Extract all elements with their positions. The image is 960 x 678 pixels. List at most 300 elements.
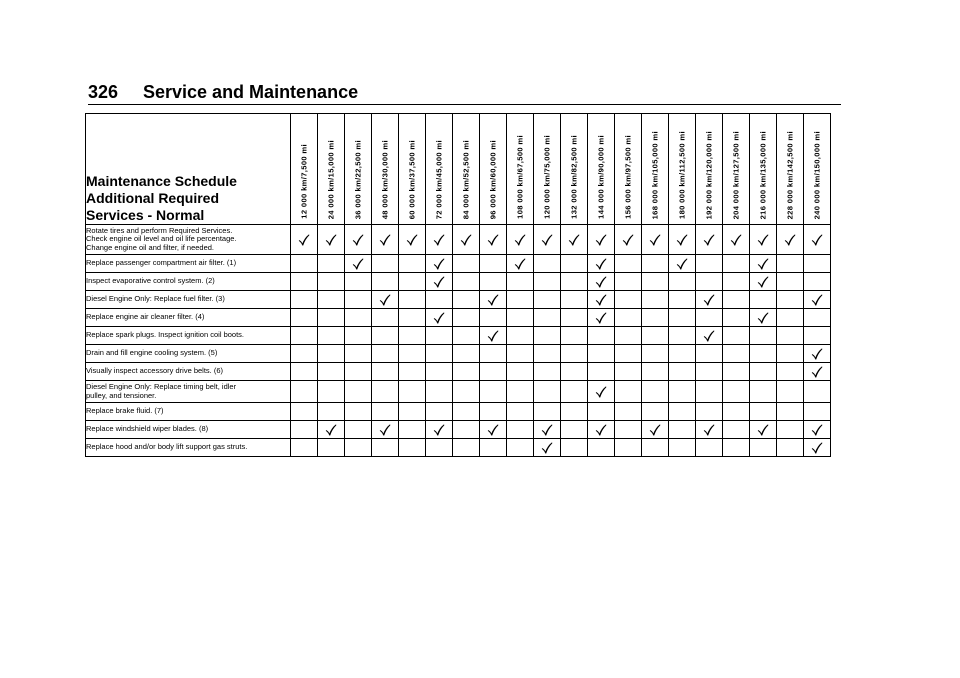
schedule-cell: [750, 291, 777, 309]
schedule-cell: [750, 363, 777, 381]
checkmark-icon: [676, 234, 688, 246]
schedule-cell: [291, 403, 318, 421]
schedule-cell: [453, 225, 480, 255]
schedule-cell: [804, 345, 831, 363]
schedule-cell: [804, 291, 831, 309]
schedule-cell: [750, 403, 777, 421]
schedule-cell: [588, 327, 615, 345]
schedule-cell: [561, 327, 588, 345]
schedule-cell: [642, 439, 669, 457]
interval-label: 240 000 km/150,000 mi: [812, 130, 822, 219]
schedule-cell: [723, 255, 750, 273]
interval-label: 108 000 km/67,500 mi: [515, 135, 525, 219]
checkmark-icon: [487, 424, 499, 436]
interval-header-row: [86, 114, 831, 225]
checkmark-icon: [757, 312, 769, 324]
page-title: Service and Maintenance: [143, 82, 359, 102]
schedule-cell: [615, 381, 642, 403]
interval-label: 132 000 km/82,500 mi: [569, 135, 579, 219]
schedule-cell: [696, 345, 723, 363]
schedule-cell: [750, 273, 777, 291]
schedule-cell: [669, 363, 696, 381]
header-rule: [88, 104, 841, 105]
schedule-cell: [615, 439, 642, 457]
table-row: [86, 291, 831, 309]
task-text-line: Inspect evaporative control system. (2): [86, 276, 215, 286]
schedule-cell: [399, 345, 426, 363]
checkmark-icon: [811, 234, 823, 246]
schedule-cell: [291, 309, 318, 327]
schedule-cell: [345, 273, 372, 291]
schedule-cell: [669, 255, 696, 273]
schedule-cell: [399, 291, 426, 309]
checkmark-icon: [811, 294, 823, 306]
checkmark-icon: [460, 234, 472, 246]
schedule-cell: [615, 327, 642, 345]
schedule-cell: [372, 403, 399, 421]
checkmark-icon: [487, 234, 499, 246]
schedule-cell: [372, 273, 399, 291]
schedule-cell: [372, 291, 399, 309]
schedule-cell: [426, 363, 453, 381]
schedule-cell: [750, 225, 777, 255]
schedule-cell: [642, 345, 669, 363]
table-row: [86, 309, 831, 327]
schedule-cell: [588, 273, 615, 291]
schedule-cell: [453, 439, 480, 457]
checkmark-icon: [703, 424, 715, 436]
interval-header: [723, 114, 750, 225]
schedule-cell: [399, 381, 426, 403]
schedule-cell: [372, 255, 399, 273]
schedule-cell: [372, 363, 399, 381]
schedule-cell: [804, 273, 831, 291]
schedule-cell: [561, 225, 588, 255]
schedule-cell: [480, 421, 507, 439]
schedule-rows: [86, 225, 831, 457]
schedule-cell: [723, 381, 750, 403]
schedule-cell: [723, 327, 750, 345]
schedule-cell: [777, 255, 804, 273]
task-text-line: Change engine oil and filter, if needed.: [86, 242, 215, 252]
schedule-cell: [534, 225, 561, 255]
schedule-cell: [534, 255, 561, 273]
checkmark-icon: [730, 234, 742, 246]
task-description: [86, 345, 291, 363]
schedule-cell: [723, 421, 750, 439]
schedule-cell: [399, 439, 426, 457]
schedule-cell: [696, 273, 723, 291]
schedule-cell: [615, 273, 642, 291]
schedule-cell: [723, 403, 750, 421]
schedule-cell: [723, 225, 750, 255]
schedule-cell: [426, 403, 453, 421]
schedule-cell: [345, 381, 372, 403]
page-header: [88, 82, 358, 104]
schedule-cell: [507, 403, 534, 421]
interval-header: [588, 114, 615, 225]
checkmark-icon: [595, 258, 607, 270]
task-text-line: Diesel Engine Only: Replace timing belt, idler: [86, 381, 237, 391]
schedule-cell: [345, 421, 372, 439]
schedule-cell: [696, 439, 723, 457]
page-number: 326: [88, 82, 119, 102]
schedule-cell: [750, 309, 777, 327]
interval-header: [318, 114, 345, 225]
schedule-cell: [723, 291, 750, 309]
schedule-cell: [507, 273, 534, 291]
schedule-cell: [372, 439, 399, 457]
schedule-cell: [480, 403, 507, 421]
schedule-cell: [318, 403, 345, 421]
checkmark-icon: [433, 234, 445, 246]
checkmark-icon: [811, 442, 823, 454]
schedule-cell: [372, 309, 399, 327]
schedule-cell: [291, 255, 318, 273]
schedule-cell: [426, 291, 453, 309]
interval-label: 24 000 km/15,000 mi: [326, 139, 336, 219]
schedule-cell: [480, 327, 507, 345]
schedule-cell: [399, 273, 426, 291]
schedule-cell: [588, 345, 615, 363]
checkmark-icon: [514, 258, 526, 270]
checkmark-icon: [379, 424, 391, 436]
table-row: [86, 421, 831, 439]
schedule-cell: [696, 381, 723, 403]
checkmark-icon: [595, 386, 607, 398]
schedule-cell: [669, 309, 696, 327]
schedule-cell: [318, 439, 345, 457]
interval-label: 84 000 km/52,500 mi: [461, 139, 471, 219]
schedule-cell: [642, 291, 669, 309]
schedule-cell: [561, 345, 588, 363]
schedule-cell: [480, 439, 507, 457]
task-description: [86, 309, 291, 327]
schedule-cell: [534, 363, 561, 381]
schedule-cell: [480, 225, 507, 255]
schedule-cell: [291, 327, 318, 345]
checkmark-icon: [433, 276, 445, 288]
schedule-cell: [777, 327, 804, 345]
schedule-cell: [615, 291, 642, 309]
schedule-cell: [534, 421, 561, 439]
schedule-cell: [642, 309, 669, 327]
schedule-cell: [615, 255, 642, 273]
checkmark-icon: [595, 276, 607, 288]
schedule-cell: [426, 225, 453, 255]
schedule-cell: [291, 225, 318, 255]
schedule-cell: [345, 225, 372, 255]
checkmark-icon: [811, 348, 823, 360]
schedule-cell: [507, 439, 534, 457]
schedule-cell: [696, 255, 723, 273]
schedule-cell: [480, 345, 507, 363]
schedule-cell: [615, 345, 642, 363]
checkmark-icon: [541, 424, 553, 436]
schedule-cell: [561, 439, 588, 457]
interval-header: [777, 114, 804, 225]
task-text-line: Check engine oil level and oil life percentage.: [86, 234, 237, 244]
checkmark-icon: [622, 234, 634, 246]
schedule-cell: [777, 421, 804, 439]
schedule-cell: [453, 309, 480, 327]
checkmark-icon: [433, 312, 445, 324]
checkmark-icon: [433, 424, 445, 436]
schedule-cell: [588, 439, 615, 457]
schedule-cell: [642, 421, 669, 439]
schedule-cell: [669, 345, 696, 363]
schedule-cell: [345, 403, 372, 421]
schedule-cell: [615, 309, 642, 327]
schedule-cell: [642, 255, 669, 273]
schedule-cell: [561, 403, 588, 421]
checkmark-icon: [568, 234, 580, 246]
schedule-cell: [345, 363, 372, 381]
checkmark-icon: [541, 234, 553, 246]
schedule-cell: [291, 345, 318, 363]
interval-header: [696, 114, 723, 225]
schedule-cell: [696, 421, 723, 439]
interval-label: 96 000 km/60,000 mi: [488, 139, 498, 219]
checkmark-icon: [379, 294, 391, 306]
schedule-cell: [318, 381, 345, 403]
table-row: [86, 403, 831, 421]
schedule-cell: [777, 345, 804, 363]
schedule-cell: [372, 381, 399, 403]
schedule-cell: [318, 309, 345, 327]
schedule-cell: [804, 421, 831, 439]
checkmark-icon: [784, 234, 796, 246]
schedule-cell: [345, 291, 372, 309]
schedule-cell: [426, 309, 453, 327]
schedule-cell: [588, 403, 615, 421]
schedule-cell: [453, 381, 480, 403]
interval-header: [507, 114, 534, 225]
schedule-cell: [723, 309, 750, 327]
table-row: [86, 345, 831, 363]
schedule-cell: [615, 403, 642, 421]
task-text-line: Replace hood and/or body lift support gas struts.: [86, 442, 248, 452]
interval-header: [750, 114, 777, 225]
schedule-cell: [534, 291, 561, 309]
schedule-cell: [480, 255, 507, 273]
schedule-cell: [723, 439, 750, 457]
schedule-cell: [534, 439, 561, 457]
checkmark-icon: [757, 424, 769, 436]
checkmark-icon: [325, 234, 337, 246]
schedule-cell: [372, 225, 399, 255]
schedule-cell: [669, 381, 696, 403]
schedule-cell: [669, 225, 696, 255]
schedule-cell: [588, 363, 615, 381]
schedule-cell: [642, 327, 669, 345]
schedule-cell: [588, 225, 615, 255]
interval-label: 192 000 km/120,000 mi: [704, 130, 714, 219]
schedule-cell: [804, 309, 831, 327]
schedule-cell: [291, 439, 318, 457]
schedule-cell: [615, 363, 642, 381]
table-row: [86, 255, 831, 273]
task-text-line: Diesel Engine Only: Replace fuel filter. (3): [86, 294, 225, 304]
task-description: [86, 421, 291, 439]
schedule-cell: [804, 327, 831, 345]
checkmark-icon: [757, 258, 769, 270]
schedule-cell: [426, 345, 453, 363]
interval-label: 168 000 km/105,000 mi: [650, 130, 660, 219]
task-text-line: Visually inspect accessory drive belts. (6): [86, 366, 223, 376]
checkmark-icon: [487, 294, 499, 306]
schedule-cell: [534, 381, 561, 403]
task-text-line: Drain and fill engine cooling system. (5): [86, 348, 218, 358]
schedule-cell: [723, 363, 750, 381]
schedule-cell: [291, 363, 318, 381]
checkmark-icon: [649, 234, 661, 246]
checkmark-icon: [541, 442, 553, 454]
schedule-cell: [453, 273, 480, 291]
table-row: [86, 363, 831, 381]
interval-label: 120 000 km/75,000 mi: [542, 135, 552, 219]
schedule-cell: [642, 363, 669, 381]
checkmark-icon: [757, 276, 769, 288]
schedule-cell: [453, 403, 480, 421]
schedule-cell: [318, 291, 345, 309]
schedule-cell: [750, 421, 777, 439]
checkmark-icon: [757, 234, 769, 246]
schedule-cell: [588, 255, 615, 273]
task-description: [86, 439, 291, 457]
interval-header: [804, 114, 831, 225]
task-description: [86, 403, 291, 421]
task-text-line: Replace engine air cleaner filter. (4): [86, 312, 205, 322]
schedule-cell: [426, 255, 453, 273]
schedule-cell: [696, 327, 723, 345]
interval-header: [372, 114, 399, 225]
interval-label: 180 000 km/112,500 mi: [677, 131, 687, 219]
schedule-cell: [453, 421, 480, 439]
checkmark-icon: [298, 234, 310, 246]
schedule-cell: [372, 327, 399, 345]
schedule-cell: [669, 291, 696, 309]
schedule-cell: [372, 421, 399, 439]
checkmark-icon: [595, 234, 607, 246]
schedule-cell: [507, 421, 534, 439]
schedule-cell: [318, 363, 345, 381]
schedule-cell: [399, 403, 426, 421]
task-description: [86, 363, 291, 381]
schedule-cell: [318, 273, 345, 291]
checkmark-icon: [433, 258, 445, 270]
schedule-cell: [291, 421, 318, 439]
checkmark-icon: [352, 234, 364, 246]
schedule-cell: [561, 381, 588, 403]
schedule-cell: [507, 345, 534, 363]
schedule-cell: [588, 309, 615, 327]
schedule-cell: [777, 273, 804, 291]
schedule-cell: [723, 273, 750, 291]
schedule-cell: [804, 439, 831, 457]
schedule-cell: [507, 291, 534, 309]
schedule-cell: [669, 421, 696, 439]
schedule-cell: [507, 225, 534, 255]
interval-header: [291, 114, 318, 225]
task-description: [86, 327, 291, 345]
schedule-cell: [588, 291, 615, 309]
interval-header: [561, 114, 588, 225]
schedule-cell: [804, 363, 831, 381]
table-row: [86, 327, 831, 345]
schedule-cell: [804, 255, 831, 273]
schedule-cell: [480, 291, 507, 309]
interval-label: 228 000 km/142,500 mi: [785, 130, 795, 219]
schedule-cell: [642, 225, 669, 255]
table-row: [86, 273, 831, 291]
checkmark-icon: [595, 424, 607, 436]
table-row: [86, 225, 831, 255]
schedule-cell: [777, 439, 804, 457]
schedule-cell: [561, 421, 588, 439]
checkmark-icon: [703, 294, 715, 306]
checkmark-icon: [811, 424, 823, 436]
interval-header: [453, 114, 480, 225]
checkmark-icon: [595, 294, 607, 306]
schedule-cell: [804, 403, 831, 421]
table-row: [86, 439, 831, 457]
schedule-cell: [399, 309, 426, 327]
schedule-cell: [804, 225, 831, 255]
schedule-cell: [507, 327, 534, 345]
schedule-cell: [669, 327, 696, 345]
schedule-cell: [561, 291, 588, 309]
interval-label: 60 000 km/37,500 mi: [407, 139, 417, 219]
table-row: [86, 381, 831, 403]
schedule-cell: [723, 345, 750, 363]
checkmark-icon: [811, 366, 823, 378]
schedule-cell: [669, 273, 696, 291]
schedule-cell: [750, 255, 777, 273]
task-text-line: Replace spark plugs. Inspect ignition coil boots.: [86, 330, 245, 340]
schedule-cell: [291, 291, 318, 309]
interval-label: 156 000 km/97,500 mi: [623, 135, 633, 219]
schedule-cell: [777, 363, 804, 381]
task-description: [86, 255, 291, 273]
schedule-cell: [534, 345, 561, 363]
schedule-cell: [399, 225, 426, 255]
schedule-cell: [318, 225, 345, 255]
interval-label: 144 000 km/90,000 mi: [596, 135, 606, 219]
task-text-line: Replace passenger compartment air filter. (1): [86, 258, 237, 268]
schedule-cell: [588, 421, 615, 439]
table-heading-line: Maintenance Schedule: [86, 173, 237, 189]
task-text-line: Replace brake fluid. (7): [86, 406, 164, 416]
checkmark-icon: [514, 234, 526, 246]
schedule-cell: [777, 403, 804, 421]
task-description: [86, 381, 291, 403]
schedule-cell: [345, 345, 372, 363]
schedule-cell: [318, 421, 345, 439]
schedule-cell: [345, 255, 372, 273]
interval-label: 48 000 km/30,000 mi: [380, 139, 390, 219]
schedule-cell: [318, 327, 345, 345]
schedule-cell: [777, 309, 804, 327]
schedule-cell: [318, 345, 345, 363]
schedule-cell: [291, 273, 318, 291]
task-text-line: Rotate tires and perform Required Services.: [86, 225, 233, 235]
schedule-cell: [534, 309, 561, 327]
table-heading-line: Services - Normal: [86, 207, 205, 223]
schedule-cell: [453, 291, 480, 309]
checkmark-icon: [379, 234, 391, 246]
schedule-cell: [534, 327, 561, 345]
